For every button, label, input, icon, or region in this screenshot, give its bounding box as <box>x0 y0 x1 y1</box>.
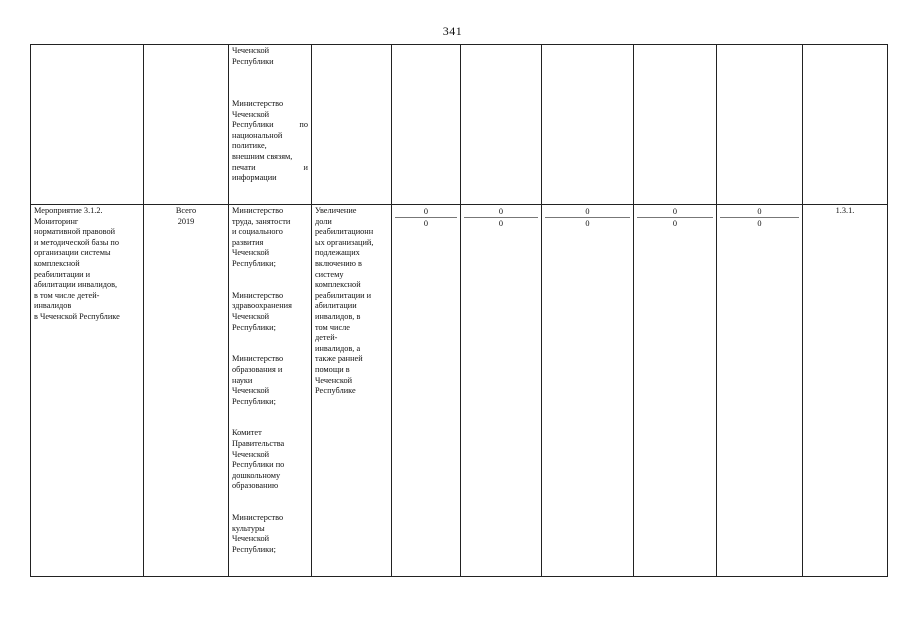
executor-line: Министерство <box>232 354 284 364</box>
cell-value-empty-2 <box>461 45 542 205</box>
executor-line: Чеченской <box>232 386 270 396</box>
executor-line: и социального <box>232 227 283 237</box>
executor-line: науки <box>232 375 253 385</box>
period-total: Всего <box>175 206 197 215</box>
executor-line: Чеченской <box>232 311 270 321</box>
result-line: реабилитационн <box>315 227 374 237</box>
cell-value-empty-1 <box>392 45 461 205</box>
executor-line: Министерство <box>232 206 284 215</box>
executor-line: Республики; <box>232 396 276 406</box>
indicator-code: 1.3.1. <box>835 206 855 215</box>
executor-continued-a: Чеченской Республики <box>232 46 274 66</box>
cell-value-empty-4 <box>634 45 717 205</box>
executor-line: Чеченской <box>232 534 270 544</box>
activity-line: нормативной правовой <box>34 227 116 237</box>
activity-description <box>34 206 140 323</box>
executor-line: Министерство <box>232 290 284 300</box>
executor-line: Комитет <box>232 428 262 438</box>
value-1-total: 0 <box>395 206 457 218</box>
cell-value-4 <box>634 205 717 577</box>
value-4-year: 0 <box>672 219 678 228</box>
cell-value-empty-5 <box>717 45 803 205</box>
value-5-total: 0 <box>720 206 799 218</box>
executor-line: Республики; <box>232 545 276 554</box>
cell-indicator <box>803 205 888 577</box>
value-1-year: 0 <box>423 219 429 228</box>
cell-executors <box>229 205 312 577</box>
executor-line: Чеченской <box>232 248 270 258</box>
program-table <box>30 44 888 577</box>
result-line: реабилитации и <box>315 290 372 300</box>
result-line: подлежащих <box>315 248 360 258</box>
value-4-total: 0 <box>637 206 713 218</box>
executor-line: Республики; <box>232 258 276 268</box>
executor-line: труда, занятости <box>232 216 291 226</box>
cell-result-empty <box>312 45 392 205</box>
executor-line: образования и <box>232 364 283 374</box>
executor-line: Министерство <box>232 513 284 523</box>
value-3-year: 0 <box>585 219 590 228</box>
executor-entry <box>232 513 308 555</box>
cell-result <box>312 205 392 577</box>
activity-line: Мероприятие 3.1.2. <box>34 206 103 215</box>
result-line: комплексной <box>315 280 361 290</box>
cell-value-3 <box>542 205 634 577</box>
executor-entry <box>232 291 308 333</box>
activity-line: и методической базы по <box>34 237 119 247</box>
executor-entry <box>232 428 308 492</box>
activity-line: абилитации инвалидов, <box>34 280 118 290</box>
result-line: помощи в <box>315 364 350 374</box>
result-line: инвалидов, в <box>315 311 361 321</box>
period-year: 2019 <box>177 216 195 226</box>
executor-line: Чеченской <box>232 449 270 459</box>
result-line: также ранней <box>315 354 363 364</box>
executor-line: Республики; <box>232 322 276 332</box>
cell-value-2 <box>461 205 542 577</box>
cell-executors-continued <box>229 45 312 205</box>
executor-line: дошкольному <box>232 470 281 480</box>
activity-line: в Чеченской Республике <box>34 311 120 321</box>
value-3-total: 0 <box>545 206 630 218</box>
cell-period-empty <box>144 45 229 205</box>
cell-indicator-empty <box>803 45 888 205</box>
executor-entry <box>232 206 308 270</box>
result-line: ых организаций, <box>315 237 374 247</box>
result-line: систему <box>315 269 344 279</box>
page-number: 341 <box>442 24 463 38</box>
result-line: включению в <box>315 258 362 268</box>
result-line: инвалидов, а <box>315 343 361 353</box>
cell-period <box>144 205 229 577</box>
executor-line: образованию <box>232 481 279 491</box>
executor-line: культуры <box>232 523 265 533</box>
executor-line: Правительства <box>232 439 285 449</box>
cell-value-1 <box>392 205 461 577</box>
result-line: Республике <box>315 386 356 396</box>
result-line: Чеченской <box>315 375 353 385</box>
executor-line: Республики по <box>232 460 285 470</box>
result-line: том числе <box>315 322 350 332</box>
activity-line: организации системы <box>34 248 111 258</box>
result-line: детей- <box>315 333 338 343</box>
cell-value-empty-3 <box>542 45 634 205</box>
executor-list <box>232 206 308 556</box>
activity-line: реабилитации и <box>34 269 91 279</box>
cell-activity-empty <box>31 45 144 205</box>
value-2-year: 0 <box>498 219 504 228</box>
cell-value-5 <box>717 205 803 577</box>
result-line: Увеличение <box>315 206 357 215</box>
executor-line: здравоохранения <box>232 301 292 311</box>
value-2-total: 0 <box>464 206 538 218</box>
activity-line: комплексной <box>34 258 80 268</box>
value-5-year: 0 <box>757 219 762 228</box>
executor-line: развития <box>232 237 264 247</box>
cell-activity <box>31 205 144 577</box>
activity-line: Мониторинг <box>34 216 79 226</box>
executor-continued-b: Министерство Чеченской Республики по национальной политике, внешним связям, печати и информации <box>232 98 308 183</box>
result-line: доли <box>315 216 332 226</box>
executor-entry <box>232 354 308 407</box>
activity-line: в том числе детей- <box>34 290 100 300</box>
result-line: абилитации <box>315 301 357 311</box>
table-row-activity-3-1-2 <box>31 205 888 577</box>
expected-result <box>315 206 388 397</box>
activity-line: инвалидов <box>34 301 72 311</box>
table-row-continued <box>31 45 888 205</box>
